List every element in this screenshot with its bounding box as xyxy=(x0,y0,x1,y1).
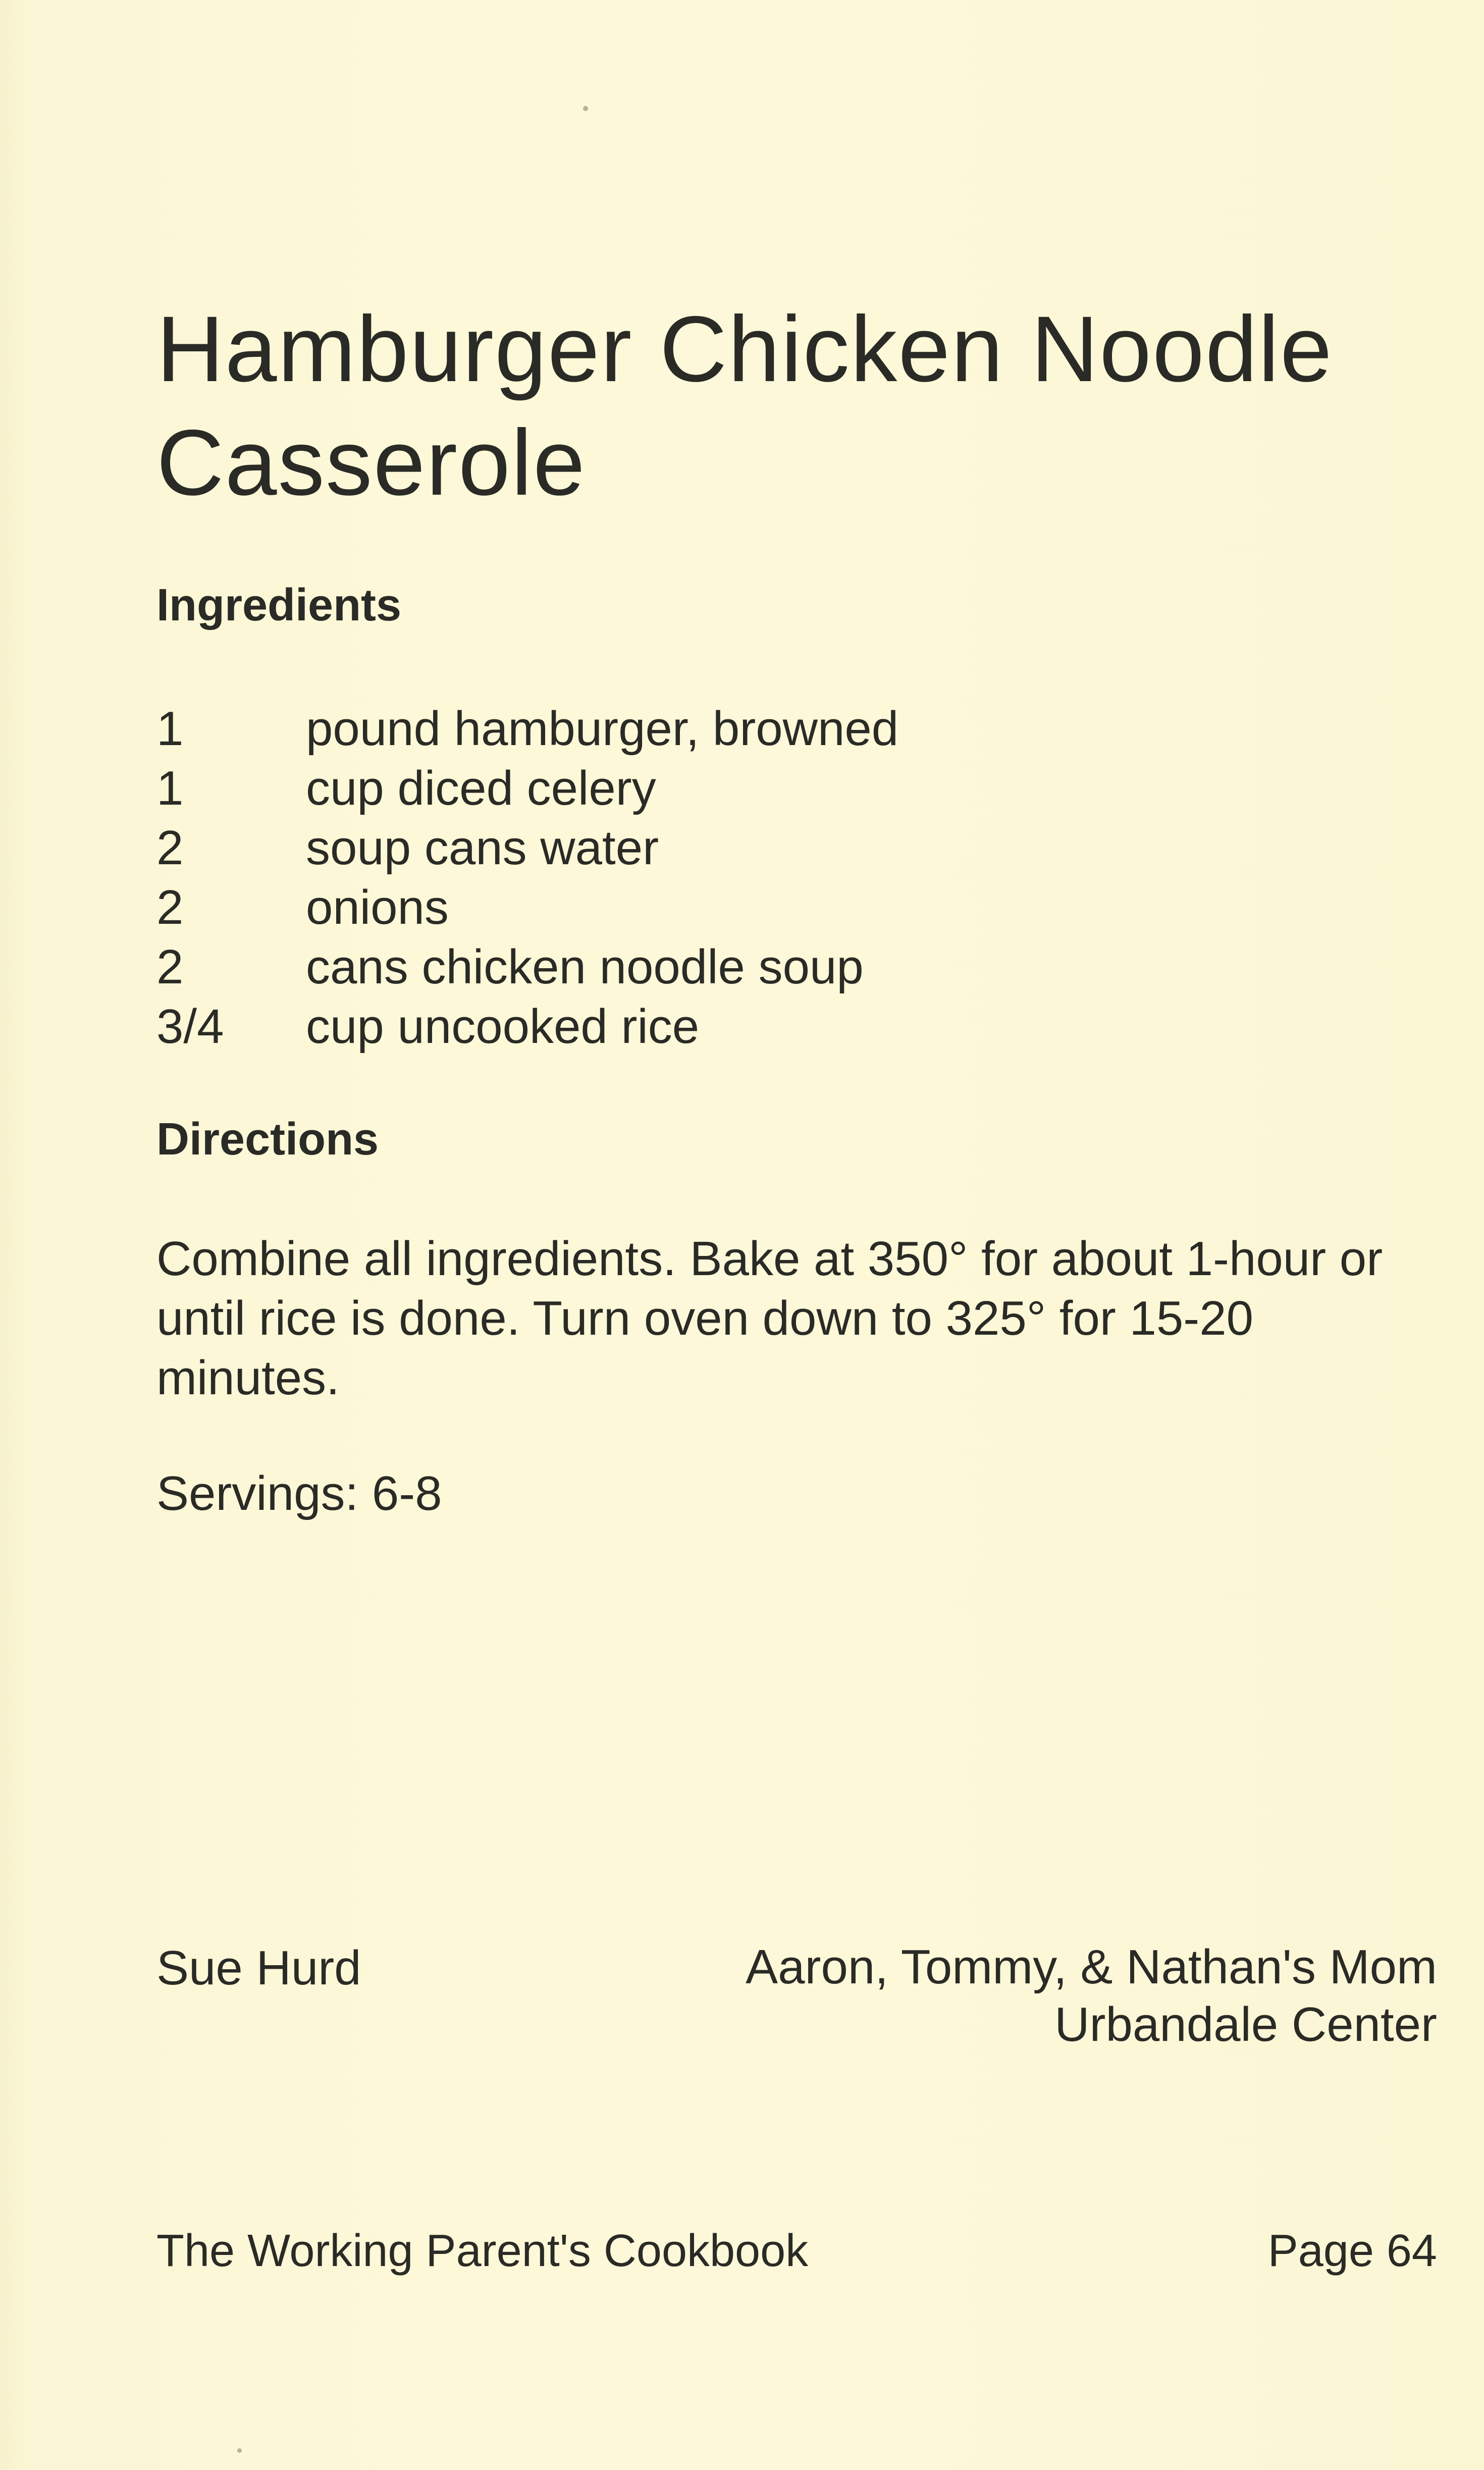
directions-text: Combine all ingredients. Bake at 350° for about 1-hour or until rice is done. Turn oven down to 325° for 15-20 minutes. xyxy=(156,1232,1383,1405)
ingredient-quantity: 2 xyxy=(156,940,184,994)
book-title: The Working Parent's Cookbook xyxy=(156,2226,809,2276)
ingredient-row xyxy=(156,759,1368,818)
ingredient-row xyxy=(156,937,1368,997)
contributor-center: Urbandale Center xyxy=(1054,1998,1437,2052)
contributor-name: Sue Hurd xyxy=(156,1941,361,1995)
contributor-info xyxy=(746,1938,1437,2054)
servings-text: Servings: 6-8 xyxy=(156,1466,442,1520)
page-number: Page 64 xyxy=(1267,2226,1437,2276)
recipe-title: Hamburger Chicken Noodle Casserole xyxy=(156,297,1333,515)
directions-heading: Directions xyxy=(156,1114,379,1165)
ingredient-quantity: 3/4 xyxy=(156,1000,224,1054)
paper-speck xyxy=(583,106,588,111)
ingredient-quantity: 1 xyxy=(156,761,184,815)
ingredient-quantity: 1 xyxy=(156,702,184,756)
ingredient-row xyxy=(156,699,1368,759)
contributor-relation: Aaron, Tommy, & Nathan's Mom xyxy=(746,1940,1437,1994)
ingredient-item: cans chicken noodle soup xyxy=(306,940,864,994)
ingredient-quantity: 2 xyxy=(156,880,184,934)
ingredient-item: cup diced celery xyxy=(306,761,656,815)
ingredient-row xyxy=(156,818,1368,878)
ingredient-item: cup uncooked rice xyxy=(306,1000,700,1054)
paper-speck xyxy=(237,2448,242,2453)
ingredients-heading: Ingredients xyxy=(156,580,402,630)
ingredient-quantity: 2 xyxy=(156,821,184,875)
ingredient-row xyxy=(156,878,1368,937)
ingredient-item: onions xyxy=(306,880,449,934)
ingredient-item: soup cans water xyxy=(306,821,659,875)
ingredients-list xyxy=(156,699,1368,1057)
ingredient-item: pound hamburger, browned xyxy=(306,702,899,756)
ingredient-row xyxy=(156,997,1368,1057)
